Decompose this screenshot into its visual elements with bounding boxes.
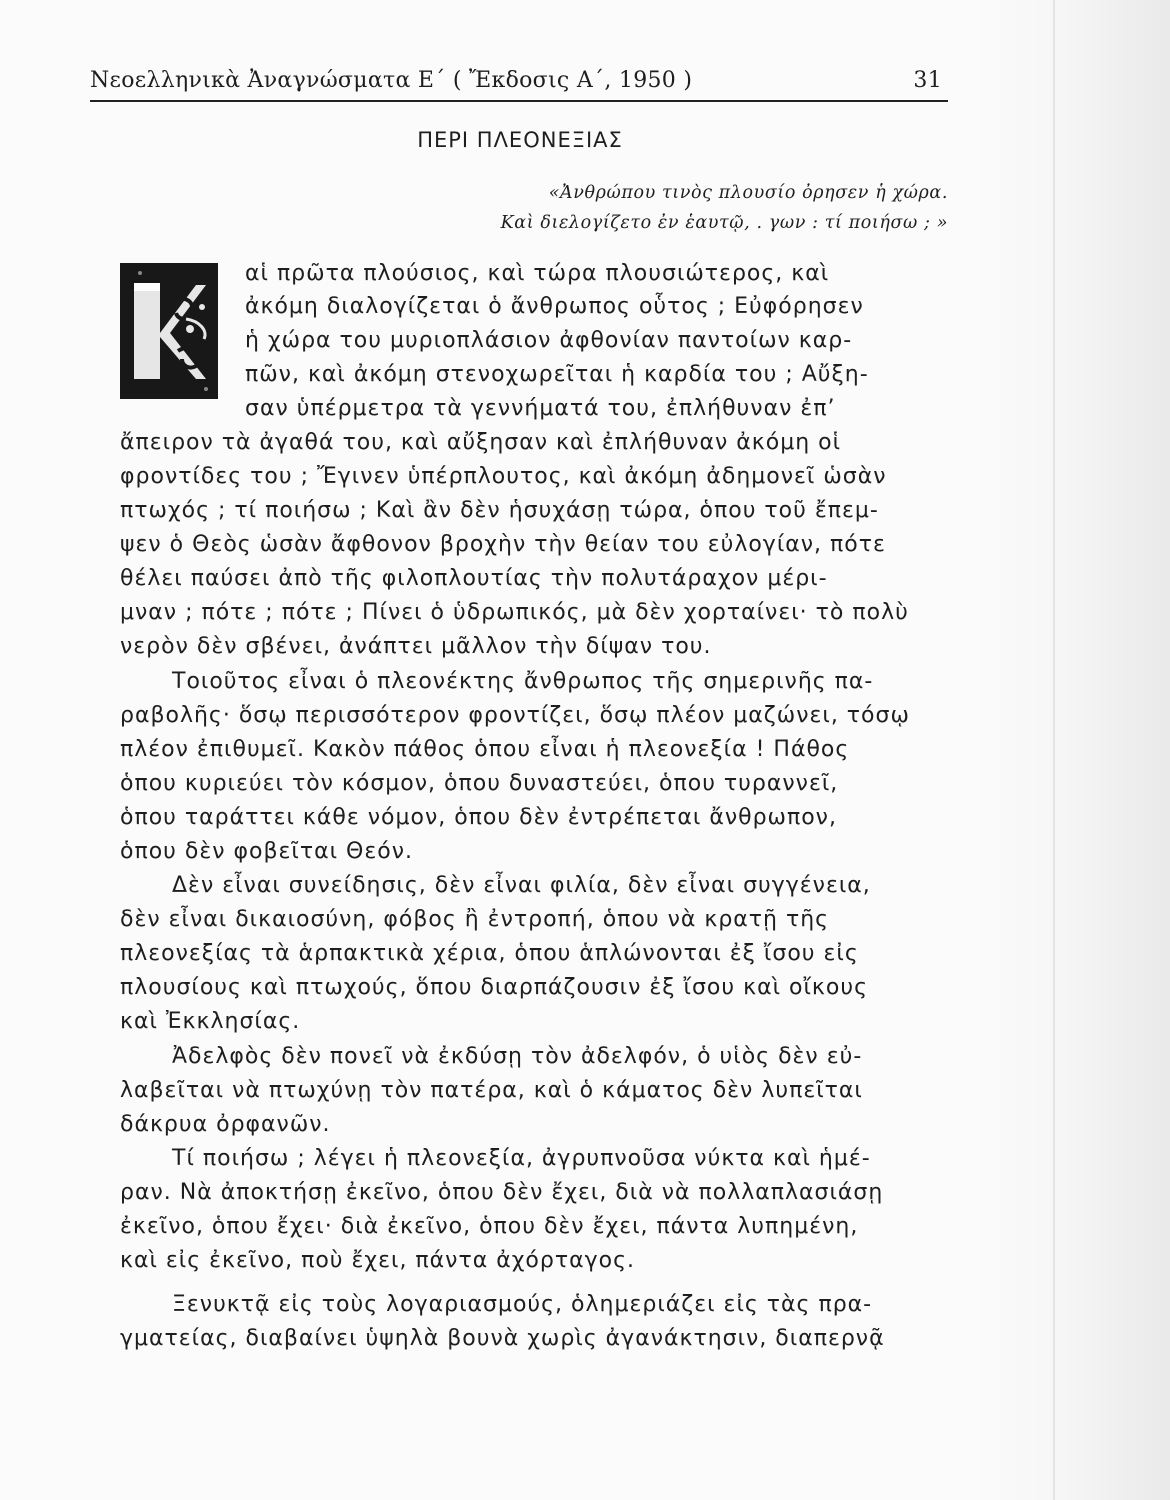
text-line: καὶ εἰς ἐκεῖνο, ποὺ ἔχει, πάντα ἀχόρταγος. — [120, 1248, 635, 1273]
text-line: σαν ὑπέρμετρα τὰ γεννήματά του, ἐπλήθυναν ἐπ’ — [245, 396, 836, 421]
text-line: ὁπου κυριεύει τὸν κόσμον, ὁπου δυναστεύει, ὁπου τυραννεῖ, — [120, 771, 839, 796]
text-line: φροντίδες του ; Ἔγινεν ὑπέρπλουτος, καὶ ἀκόμη ἀδημονεῖ ὡσὰν — [120, 464, 887, 489]
text-line: λαβεῖται νὰ πτωχύνῃ τὸν πατέρα, καὶ ὁ κάματος δὲν λυπεῖται — [120, 1078, 863, 1103]
text-line: Τί ποιήσω ; λέγει ἡ πλεονεξία, ἀγρυπνοῦσα νύκτα καὶ ἡμέ- — [172, 1146, 871, 1171]
text-line: Τοιοῦτος εἶναι ὁ πλεονέκτης ἄνθρωπος τῆς σημερινῆς πα- — [172, 669, 874, 694]
text-line: μναν ; πότε ; πότε ; Πίνει ὁ ὑδρωπικός, μὰ δὲν χορταίνει· τὸ πολὺ — [120, 600, 909, 625]
text-line: καὶ Ἐκκλησίας. — [120, 1009, 301, 1034]
text-line: αἱ πρῶτα πλούσιος, καὶ τώρα πλουσιώτερος, καὶ — [245, 261, 830, 286]
text-line: ἐκεῖνο, ὁπου ἔχει· διὰ ἐκεῖνο, ὁπου δὲν ἔχει, πάντα λυπημένη, — [120, 1214, 859, 1239]
ornamental-initial-k — [120, 263, 218, 399]
page-edge-line — [1053, 0, 1055, 1500]
epigraph-line: «Ἀνθρώπου τινὸς πλουσίο ὀρησεν ἡ χώρα. — [548, 183, 948, 203]
text-line: νερὸν δὲν σβένει, ἀνάπτει μᾶλλον τὴν δίψαν του. — [120, 634, 712, 659]
text-line: πλουσίους καὶ πτωχούς, ὅπου διαρπάζουσιν ἐξ ἴσου καὶ οἴκους — [120, 975, 868, 1000]
text-line: ψεν ὁ Θεὸς ὡσὰν ἄφθονον βροχὴν τὴν θείαν του εὐλογίαν, πότε — [120, 532, 886, 557]
text-line: πλέον ἐπιθυμεῖ. Κακὸν πάθος ὁπου εἶναι ἡ πλεονεξία ! Πάθος — [120, 737, 850, 762]
text-line: ἀκόμη διαλογίζεται ὁ ἄνθρωπος οὗτος ; Εὐφόρησεν — [245, 294, 864, 319]
text-line: Δὲν εἶναι συνείδησις, δὲν εἶναι φιλία, δὲν εἶναι συγγένεια, — [172, 873, 871, 898]
text-line: πῶν, καὶ ἀκόμη στενοχωρεῖται ἡ καρδία του ; Αὔξη- — [245, 362, 869, 387]
text-line: ὁπου δὲν φοβεῖται Θεόν. — [120, 839, 414, 864]
text-line: ἡ χώρα του μυριοπλάσιον ἀφθονίαν παντοίων καρ- — [245, 328, 853, 353]
text-line: δὲν εἶναι δικαιοσύνη, φόβος ἢ ἐντροπή, ὁπου νὰ κρατῇ τῆς — [120, 907, 830, 932]
text-line: Ἀδελφὸς δὲν πονεῖ νὰ ἐκδύσῃ τὸν ἀδελφόν, ὁ υἱὸς δὲν εὐ- — [172, 1044, 863, 1069]
text-line: πτωχός ; τί ποιήσω ; Καὶ ἂν δὲν ἡσυχάσῃ τώρα, ὁπου τοῦ ἔπεμ- — [120, 498, 879, 523]
article-title: ΠΕΡΙ ΠΛΕΟΝΕΞΙΑΣ — [417, 128, 623, 152]
book-title: Νεοελληνικὰ Ἀναγνώσματα Ε΄ ( Ἔκδοσις Α΄, 1950 ) — [90, 68, 693, 93]
running-header — [90, 64, 948, 102]
page-edge-shadow — [970, 0, 1170, 1500]
text-line: πλεονεξίας τὰ ἁρπακτικὰ χέρια, ὁπου ἁπλώνονται ἐξ ἴσου εἰς — [120, 941, 859, 966]
text-line: θέλει παύσει ἀπὸ τῆς φιλοπλουτίας τὴν πολυτάραχον μέρι- — [120, 566, 828, 591]
text-line: ὁπου ταράττει κάθε νόμον, ὁπου δὲν ἐντρέπεται ἄνθρωπον, — [120, 805, 837, 830]
page-number: 31 — [913, 68, 942, 93]
text-line: ραν. Νὰ ἀποκτήσῃ ἐκεῖνο, ὁπου δὲν ἔχει, διὰ νὰ πολλαπλασιάσῃ — [120, 1180, 884, 1205]
text-line: γματείας, διαβαίνει ὑψηλὰ βουνὰ χωρὶς ἀγανάκτησιν, διαπερνᾷ — [120, 1326, 885, 1351]
epigraph-line: Καὶ διελογίζετο ἐν ἑαυτῷ, . γων : τί ποιήσω ; » — [500, 213, 948, 233]
text-line: ραβολῆς· ὅσῳ περισσότερον φροντίζει, ὅσῳ πλέον μαζώνει, τόσῳ — [120, 703, 910, 728]
text-line: ἄπειρον τὰ ἀγαθά του, καὶ αὔξησαν καὶ ἐπλήθυναν ἀκόμη οἱ — [120, 430, 842, 455]
text-line: δάκρυα ὀρφανῶν. — [120, 1112, 331, 1137]
ornament-icon — [120, 263, 218, 399]
text-line: Ξενυκτᾷ εἰς τοὺς λογαριασμούς, ὁλημεριάζει εἰς τὰς πρα- — [172, 1292, 873, 1317]
